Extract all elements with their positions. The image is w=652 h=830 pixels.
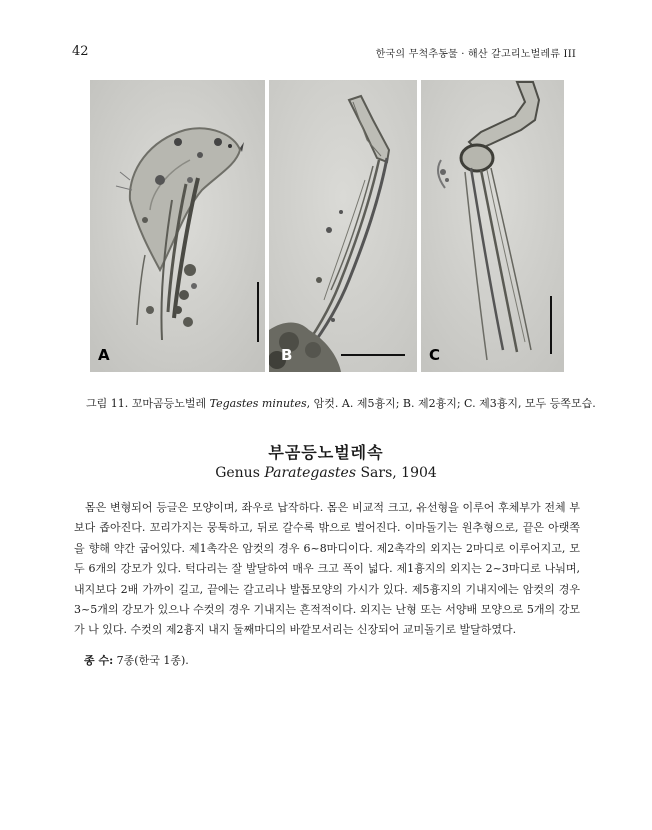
genus-authority: Sars, 1904: [356, 465, 437, 481]
figure-panel-a: [90, 80, 265, 372]
species-count-label: 종 수:: [84, 654, 114, 667]
figure-panel-b: [269, 80, 417, 372]
species-count-value: 7종(한국 1종).: [113, 654, 189, 667]
scale-bar: [257, 282, 259, 342]
figure-11: [90, 80, 564, 372]
description-paragraph: 몸은 변형되어 등글은 모양이며, 좌우로 납작하다. 몸은 비교적 크고, 유선형을 이루어 후체부가 전체 부보다 좁아진다. 꼬리가지는 뭉툭하고, 뒤로 갈수록 밖으로 벌어진다. 이마돌기는 원추형으로, 끝은 아랫쪽을 향해 약간 굽어있다. 제1촉각은 암컷의 경우 6~8마디이다. 제2촉각의 외지는 2마디로 이루어지고, 모두 6개의 강모가 있다. 턱다리는 잘 발달하여 매우 크고 폭이 넓다. 제1흉지의 외지는 2~3마디로 나눠며, 내지보다 2배 가까이 길고, 끝에는 갈고리나 발톱모양의 가시가 있다. 제5흉지의 기내지에는 암컷의 경우 3~5개의 강모가 있으나 수컷의 경우 기내지는 흔적적이다. 외지는 난형 또는 서양배 모양으로 5개의 강모가 나 있다. 수컷의 제2흉지 내지 둘째마디의 바깥모서리는 신장되어 교미돌기로 발달하였다.: [74, 501, 580, 637]
micrograph-c-image: [421, 80, 564, 372]
micrograph-a-image: [90, 80, 265, 372]
genus-heading: [0, 465, 652, 481]
caption-prefix: 그림 11. 꼬마곰등노벌레: [86, 397, 210, 410]
species-count: [84, 652, 189, 668]
scale-bar: [341, 354, 405, 356]
figure-panel-c: [421, 80, 564, 372]
running-head: 한국의 무척추동물 · 해산 갈고리노벌레류 III: [375, 49, 576, 60]
genus-name: Parategastes: [264, 465, 357, 481]
page-number: 42: [72, 44, 89, 59]
panel-label-c: C: [429, 346, 441, 364]
micrograph-b-image: [269, 80, 417, 372]
caption-suffix: , 암컷. A. 제5흉지; B. 제2흉지; C. 제3흉지, 모두 등쪽모습.: [306, 397, 596, 410]
caption-species-name: Tegastes minutes: [209, 397, 307, 410]
section-title: 부곰등노벌레속: [268, 443, 384, 462]
figure-caption: [86, 395, 596, 411]
panel-label-a: A: [98, 346, 110, 364]
genus-prefix: Genus: [215, 465, 265, 481]
scale-bar: [550, 296, 552, 354]
panel-label-b: B: [281, 346, 293, 364]
